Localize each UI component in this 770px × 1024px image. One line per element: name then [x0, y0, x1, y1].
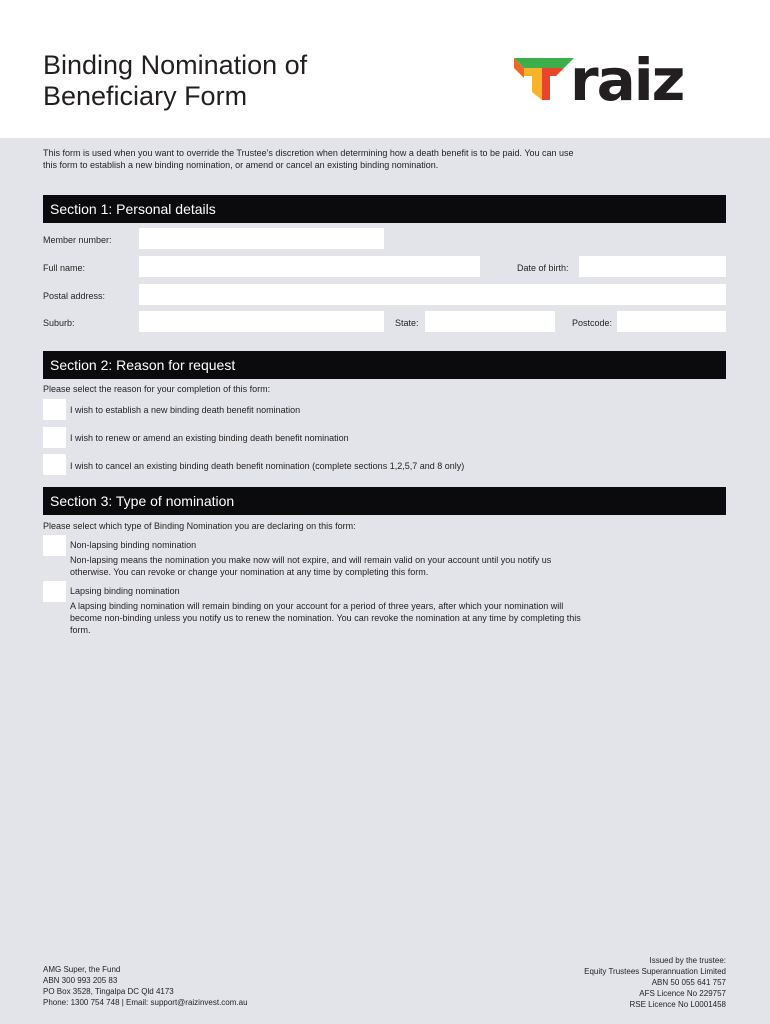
section-3-prompt: Please select which type of Binding Nomination you are declaring on this form: — [43, 521, 356, 531]
dob-label: Date of birth: — [517, 263, 569, 273]
cancel-nomination-checkbox[interactable] — [43, 454, 66, 475]
logo-mark-yellow — [524, 68, 542, 100]
trustee-rse: RSE Licence No L0001458 — [629, 1000, 726, 1009]
lapsing-checkbox[interactable] — [43, 581, 66, 602]
full-name-label: Full name: — [43, 263, 86, 273]
cancel-nomination-label: I wish to cancel an existing binding death benefit nomination (complete sections 1,2,5,7 and 8 only) — [70, 461, 465, 471]
intro-line-2: this form to establish a new binding nomination, or amend or cancel an existing binding nomination. — [43, 160, 439, 170]
fund-details — [43, 964, 248, 1008]
trustee-issued-by: Issued by the trustee: — [649, 956, 726, 965]
dob-field[interactable] — [579, 256, 726, 277]
postal-address-field[interactable] — [139, 284, 726, 305]
lapsing-option — [70, 585, 640, 636]
fund-name: AMG Super, the Fund — [43, 965, 121, 974]
header — [0, 0, 770, 138]
logo-mark-green — [514, 58, 574, 68]
trustee-afs: AFS Licence No 229757 — [639, 989, 726, 998]
page-title — [43, 50, 307, 112]
section-2-prompt: Please select the reason for your completion of this form: — [43, 384, 271, 394]
lapsing-title: Lapsing binding nomination — [70, 586, 180, 596]
non-lapsing-desc-2: otherwise. You can revoke or change your nomination at any time by completing this form. — [70, 567, 429, 577]
state-label: State: — [395, 318, 419, 328]
section-3-heading: Section 3: Type of nomination — [43, 487, 726, 515]
trustee-abn: ABN 50 055 641 757 — [651, 978, 726, 987]
full-name-field[interactable] — [139, 256, 480, 277]
section-1-heading: Section 1: Personal details — [43, 195, 726, 223]
non-lapsing-title: Non-lapsing binding nomination — [70, 540, 197, 550]
renew-nomination-label: I wish to renew or amend an existing binding death benefit nomination — [70, 433, 349, 443]
postcode-label: Postcode: — [572, 318, 613, 328]
fund-contact: Phone: 1300 754 748 | Email: support@raizinvest.com.au — [43, 998, 248, 1007]
non-lapsing-desc-1: Non-lapsing means the nomination you make now will not expire, and will remain valid on your account until you notify us — [70, 555, 552, 565]
lapsing-desc-2: become non-binding unless you notify us to renew the nomination. You can revoke the nomination at any time by completing this — [70, 613, 581, 623]
trustee-name: Equity Trustees Superannuation Limited — [584, 967, 726, 976]
logo-mark-dark — [542, 68, 564, 100]
logo-text: raiz — [570, 50, 684, 108]
establish-nomination-label: I wish to establish a new binding death benefit nomination — [70, 405, 301, 415]
postcode-field[interactable] — [617, 311, 726, 332]
section-2-heading: Section 2: Reason for request — [43, 351, 726, 379]
suburb-label: Suburb: — [43, 318, 75, 328]
intro-line-1: This form is used when you want to override the Trustee's discretion when determining how a death benefit is to be paid. You can use — [43, 148, 574, 158]
lapsing-desc-1: A lapsing binding nomination will remain binding on your account for a period of three years, after which your nomination will — [70, 601, 564, 611]
fund-address: PO Box 3528, Tingalpa DC Qld 4173 — [43, 987, 174, 996]
state-field[interactable] — [425, 311, 555, 332]
raiz-logo — [512, 50, 724, 108]
establish-nomination-checkbox[interactable] — [43, 399, 66, 420]
lapsing-desc-3: form. — [70, 625, 91, 635]
member-number-label: Member number: — [43, 235, 112, 245]
member-number-field[interactable] — [139, 228, 384, 249]
title-line-2: Beneficiary Form — [43, 81, 248, 111]
fund-abn: ABN 300 993 205 83 — [43, 976, 118, 985]
non-lapsing-option — [70, 539, 640, 578]
suburb-field[interactable] — [139, 311, 384, 332]
non-lapsing-checkbox[interactable] — [43, 535, 66, 556]
intro-text — [43, 147, 643, 171]
trustee-details — [584, 955, 726, 1010]
renew-nomination-checkbox[interactable] — [43, 427, 66, 448]
postal-address-label: Postal address: — [43, 291, 106, 301]
title-line-1: Binding Nomination of — [43, 50, 308, 80]
